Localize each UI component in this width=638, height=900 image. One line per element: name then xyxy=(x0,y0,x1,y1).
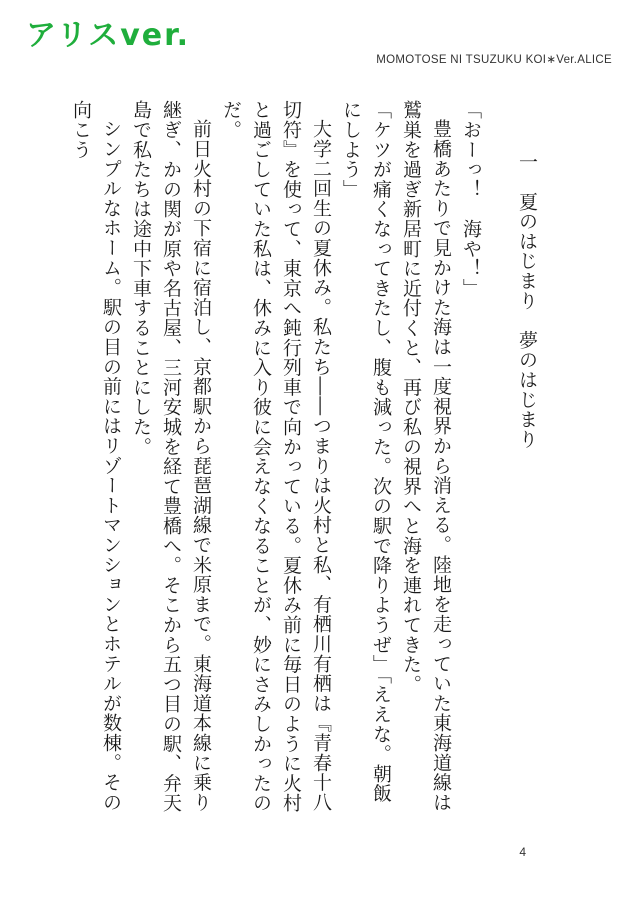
series-logo: アリスver. xyxy=(26,18,191,53)
vertical-text-block xyxy=(70,100,542,820)
paragraph: 豊橋あたりで見かけた海は一度視界から消える。陸地を走っていた東海道線は鷲巣を過ぎ新居町に近付くと、再び私の視界へと海を連れてきた。 xyxy=(400,100,452,812)
paragraph: 大学二回生の夏休み。私たち――つまりは火村と私、有栖川有栖は『青春十八切符』を使って、東京へ鈍行列車で向かっている。夏休み前に毎日のように火村と過ごしていた私は、休みに入り彼に会えなくなることが、妙にさみしかったのだ。 xyxy=(220,100,332,813)
running-head: MOMOTOSE NI TSUZUKU KOI∗Ver.ALICE xyxy=(376,54,612,66)
chapter-title: 一 夏のはじまり 夢のはじまり xyxy=(516,152,538,449)
paragraph: 「ケツが痛くなってきたし、腹も減った。次の駅で降りようぜ」「ええな。朝飯にしよう」 xyxy=(340,100,392,804)
page-number: 4 xyxy=(519,845,526,859)
paragraph: シンプルなホーム。駅の目の前にはリゾートマンションとホテルが数棟。その向こう xyxy=(70,100,122,812)
paragraph: 「おーっ！ 海や！」 xyxy=(460,100,482,298)
paragraph: 前日火村の下宿に宿泊し、京都駅から琵琶湖線で米原まで。東海道本線に乗り継ぎ、かの関が原や名古屋、三河安城を経て豊橋へ。そこから五つ目の駅、弁天島で私たちは途中下車することにした。 xyxy=(130,100,212,813)
